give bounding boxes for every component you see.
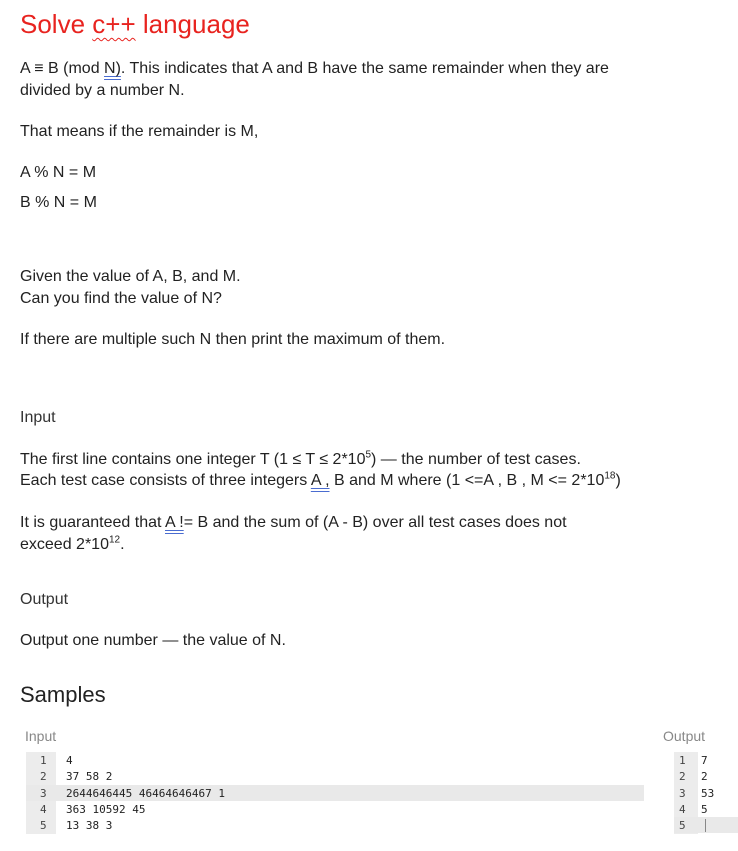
spellcheck-word: c++	[92, 9, 136, 39]
input-line-2: Each test case consists of three integers A , B and M where (1 <=A , B , $M <= 2*10^{18}$)	[20, 470, 621, 489]
code-line: 2 2	[679, 770, 708, 783]
input-heading: Input	[20, 409, 56, 426]
question-text: Can you find the value of N?	[20, 290, 222, 307]
code-line-highlighted: 3 2644646445 46464646467 1	[26, 785, 644, 801]
sample-input-label: Input	[25, 728, 57, 744]
guarantee-line-2: exceed $2*10^{12}$.	[20, 534, 125, 553]
code-line: 5 13 38 3	[40, 819, 113, 832]
code-line: 4 363 10592 45	[40, 803, 146, 816]
input-line-1: The first line contains one integer T $(1 \le T \le 2*10^5)$ — the number of test cases.	[20, 449, 581, 468]
statement-line-2: divided by a number N.	[20, 82, 185, 99]
given-text: Given the value of A, B, and M.	[20, 268, 241, 285]
code-line: 1 4	[40, 754, 73, 767]
guarantee-line-1: It is guaranteed that A != B and the sum of (A - B) over all test cases does not	[20, 514, 567, 531]
equation-a: A % N = M	[20, 164, 97, 181]
code-line: 2 37 58 2	[40, 770, 113, 783]
text-cursor	[705, 819, 706, 832]
output-heading: Output	[20, 591, 69, 608]
code-line: 4 5	[679, 803, 708, 816]
code-line-highlighted: 5	[674, 817, 738, 833]
code-line: 3 53	[679, 787, 715, 800]
output-text: Output one number — the value of N.	[20, 632, 286, 649]
samples-heading: Samples	[20, 682, 106, 707]
page-title: Solve c++ language	[20, 9, 250, 39]
code-line: 1 7	[679, 754, 708, 767]
equation-b: B % N = M	[20, 194, 97, 211]
remainder-intro: That means if the remainder is M,	[20, 123, 259, 140]
multiple-text: If there are multiple such N then print the maximum of them.	[20, 331, 446, 348]
sample-output-label: Output	[663, 728, 706, 744]
statement-line-1: A ≡ B (mod N). This indicates that A and B have the same remainder when they are	[20, 60, 609, 77]
